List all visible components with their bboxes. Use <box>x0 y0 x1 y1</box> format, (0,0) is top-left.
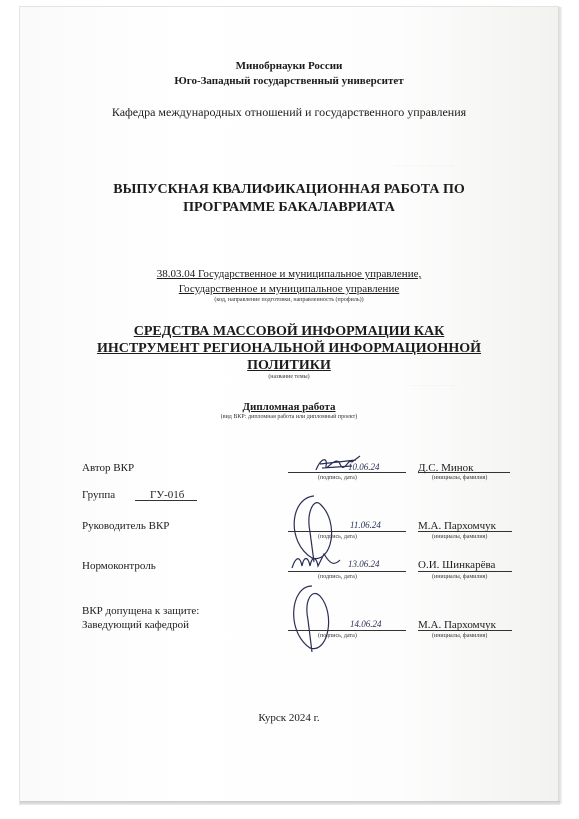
author-sign-date: 10.06.24 <box>348 462 380 472</box>
normcontrol-name-line <box>418 571 512 572</box>
show-through-text: — — — — — <box>410 380 458 389</box>
normcontrol-signature-line <box>288 571 406 572</box>
admission-label: ВКР допущена к защите: <box>82 605 200 617</box>
work-kind-value: Дипломная работа <box>242 401 336 413</box>
page-edge-bottom <box>20 801 560 805</box>
ministry-name: Минобрнауки России <box>235 60 343 72</box>
topic-line1: СРЕДСТВА МАССОВОЙ ИНФОРМАЦИИ КАК <box>133 324 445 339</box>
normcontrol-name-caption: (инициалы, фамилия) <box>432 574 488 580</box>
page-edge-right <box>558 7 562 804</box>
author-label: Автор ВКР <box>82 462 135 474</box>
topic-line3: ПОЛИТИКИ <box>247 358 331 373</box>
department-name: Кафедра международных отношений и государственного управления <box>111 105 467 119</box>
author-sign-caption: (подпись, дата) <box>318 475 357 481</box>
head-name: М.А. Пархомчук <box>418 619 497 631</box>
head-signature <box>282 580 342 654</box>
program-caption: (код, направление подготовки, направленность (профиль)) <box>214 297 364 303</box>
head-sign-date: 14.06.24 <box>350 619 382 629</box>
topic-caption: (название темы) <box>268 374 310 380</box>
supervisor-name: М.А. Пархомчук <box>418 520 497 532</box>
group-label: Группа <box>82 489 116 501</box>
city-year: Курск 2024 г. <box>258 712 320 724</box>
work-kind-caption: (вид ВКР: дипломная работа или дипломный проект) <box>220 414 358 420</box>
head-signature-line <box>288 630 406 631</box>
normcontrol-label: Нормоконтроль <box>82 560 156 572</box>
author-name: Д.С. Минок <box>418 462 474 474</box>
normcontrol-sign-caption: (подпись, дата) <box>318 574 357 580</box>
university-name: Юго-Западный государственный университет <box>174 75 404 87</box>
head-sign-caption: (подпись, дата) <box>318 633 357 639</box>
program-line1: 38.03.04 Государственное и муниципальное управление, <box>156 268 422 280</box>
work-type-heading-line2: ПРОГРАММЕ БАКАЛАВРИАТА <box>183 200 395 215</box>
supervisor-name-line <box>418 531 512 532</box>
supervisor-name-caption: (инициалы, фамилия) <box>432 534 488 540</box>
group-line <box>135 500 197 501</box>
head-name-caption: (инициалы, фамилия) <box>432 633 488 639</box>
work-type-heading-line1: ВЫПУСКНАЯ КВАЛИФИКАЦИОННАЯ РАБОТА ПО <box>113 182 465 197</box>
supervisor-sign-date: 11.06.24 <box>350 520 381 530</box>
topic-line2: ИНСТРУМЕНТ РЕГИОНАЛЬНОЙ ИНФОРМАЦИОННОЙ <box>96 341 482 356</box>
show-through-text: — — — — — — <box>395 160 453 169</box>
supervisor-sign-caption: (подпись, дата) <box>318 534 357 540</box>
program-line2: Государственное и муниципальное управление <box>178 283 400 295</box>
group-value: ГУ-01б <box>150 489 185 501</box>
head-name-line <box>418 630 512 631</box>
normcontrol-sign-date: 13.06.24 <box>348 559 380 569</box>
supervisor-signature-line <box>288 531 406 532</box>
author-name-line <box>418 472 510 473</box>
head-label: Заведующий кафедрой <box>82 619 189 631</box>
author-name-caption: (инициалы, фамилия) <box>432 475 488 481</box>
normcontrol-name: О.И. Шинкарёва <box>418 559 496 571</box>
supervisor-label: Руководитель ВКР <box>82 520 170 532</box>
